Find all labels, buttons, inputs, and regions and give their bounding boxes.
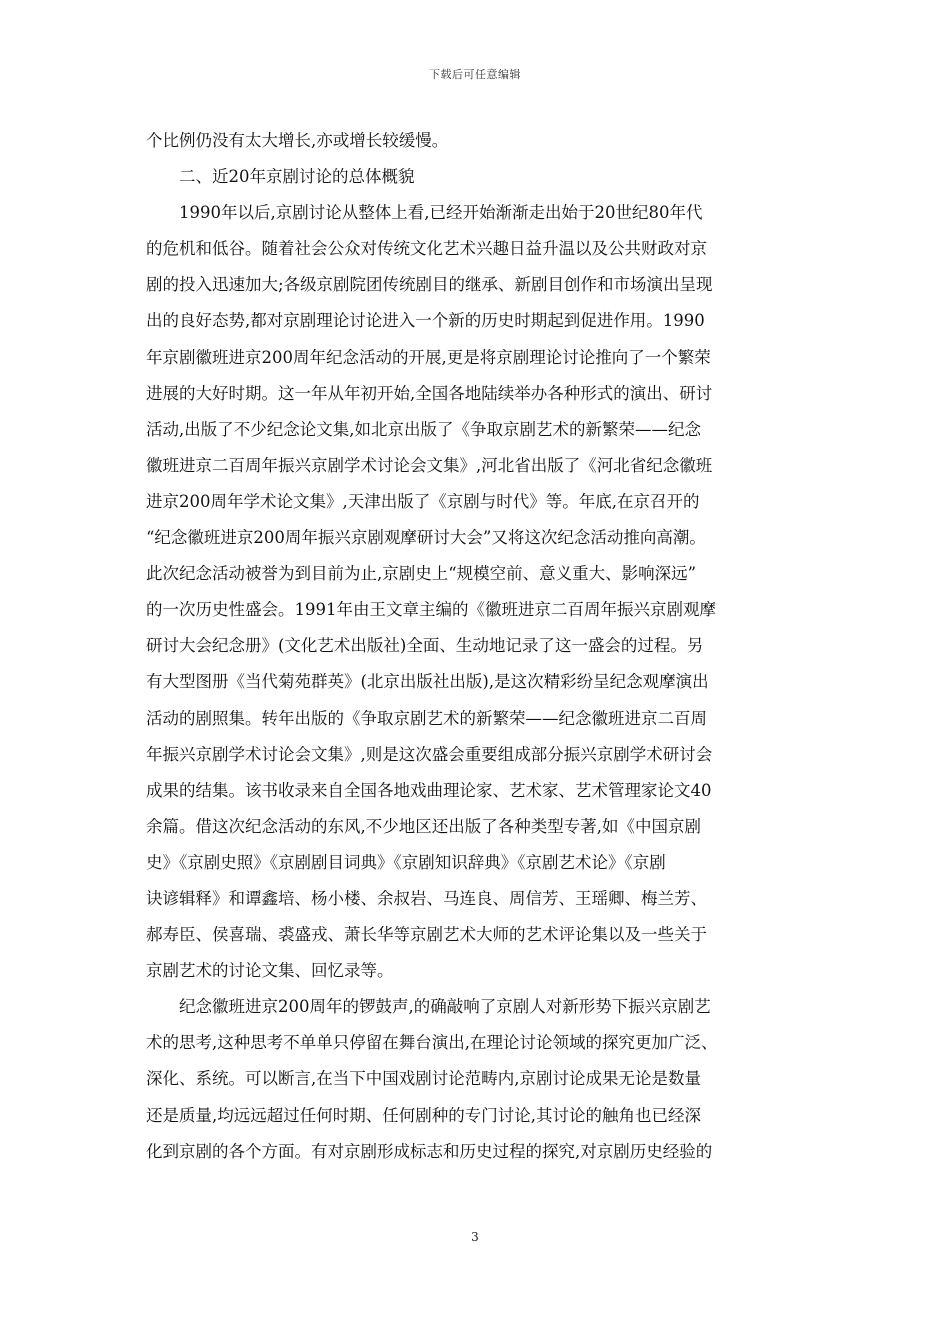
text-line: 成果的结集。该书收录来自全国各地戏曲理论家、艺术家、艺术管理家论文40 xyxy=(146,780,712,800)
text-line: 活动,出版了不少纪念论文集,如北京出版了《争取京剧艺术的新繁荣——纪念 xyxy=(146,419,701,439)
text-line: 活动的剧照集。转年出版的《争取京剧艺术的新繁荣——纪念徽班进京二百周 xyxy=(146,708,707,728)
text-line: 进展的大好时期。这一年从年初开始,全国各地陆续举办各种形式的演出、研讨 xyxy=(146,383,713,403)
text-line: 术的思考,这种思考不单单只停留在舞台演出,在理论讨论领域的探究更加广泛、 xyxy=(146,1033,718,1053)
page-header: 下载后可任意编辑 xyxy=(429,68,521,81)
text-line: 郝寿臣、侯喜瑞、裘盛戎、萧长华等京剧艺术大师的艺术评论集以及一些关于 xyxy=(146,925,707,945)
text-line: 年振兴京剧学术讨论会文集》,则是这次盛会重要组成部分振兴京剧学术研讨会 xyxy=(146,744,713,764)
text-line: 化到京剧的各个方面。有对京剧形成标志和历史过程的探究,对京剧历史经验的 xyxy=(146,1141,713,1161)
text-line: 此次纪念活动被誉为到目前为止,京剧史上“规模空前、意义重大、影响深远” xyxy=(146,564,697,584)
page-number: 3 xyxy=(471,1230,479,1244)
text-line: 的一次历史性盛会。1991年由王文章主编的《徽班进京二百周年振兴京剧观摩 xyxy=(146,600,716,620)
text-line: 纪念徽班进京200周年的锣鼓声,的确敲响了京剧人对新形势下振兴京剧艺 xyxy=(179,997,711,1017)
text-line: 二、近20年京剧讨论的总体概貌 xyxy=(179,167,415,187)
text-line: “纪念徽班进京200周年振兴京剧观摩研讨大会”又将这次纪念活动推向高潮。 xyxy=(146,528,706,548)
text-line: 剧的投入迅速加大;各级京剧院团传统剧目的继承、新剧目创作和市场演出呈现 xyxy=(146,275,713,295)
text-line: 京剧艺术的讨论文集、回忆录等。 xyxy=(146,961,394,981)
document-body xyxy=(146,123,806,1170)
text-line: 诀谚辑释》和谭鑫培、杨小楼、余叔岩、马连良、周信芳、王瑶卿、梅兰芳、 xyxy=(146,888,707,908)
text-line: 史》《京剧史照》《京剧剧目词典》《京剧知识辞典》《京剧艺术论》《京剧 xyxy=(146,852,666,872)
text-line: 研讨大会纪念册》(文化艺术出版社)全面、生动地记录了这一盛会的过程。另 xyxy=(146,636,704,656)
text-line: 1990年以后,京剧讨论从整体上看,已经开始渐渐走出始于20世纪80年代 xyxy=(179,203,703,223)
text-line: 个比例仍没有太大增长,亦或增长较缓慢。 xyxy=(146,131,449,150)
text-line: 年京剧徽班进京200周年纪念活动的开展,更是将京剧理论讨论推向了一个繁荣 xyxy=(146,347,711,367)
text-line: 还是质量,均远远超过任何时期、任何剧种的专门讨论,其讨论的触角也已经深 xyxy=(146,1105,701,1125)
text-line: 余篇。借这次纪念活动的东风,不少地区还出版了各种类型专著,如《中国京剧 xyxy=(146,816,701,836)
text-line: 出的良好态势,都对京剧理论讨论进入一个新的历史时期起到促进作用。1990 xyxy=(146,311,705,331)
text-line: 的危机和低谷。随着社会公众对传统文化艺术兴趣日益升温以及公共财政对京 xyxy=(146,239,707,259)
text-line: 有大型图册《当代菊苑群英》(北京出版社出版),是这次精彩纷呈纪念观摩演出 xyxy=(146,672,709,692)
text-line: 进京200周年学术论文集》,天津出版了《京剧与时代》等。年底,在京召开的 xyxy=(146,491,700,511)
text-line: 徽班进京二百周年振兴京剧学术讨论会文集》,河北省出版了《河北省纪念徽班 xyxy=(146,455,713,475)
text-line: 深化、系统。可以断言,在当下中国戏剧讨论范畴内,京剧讨论成果无论是数量 xyxy=(146,1069,701,1089)
